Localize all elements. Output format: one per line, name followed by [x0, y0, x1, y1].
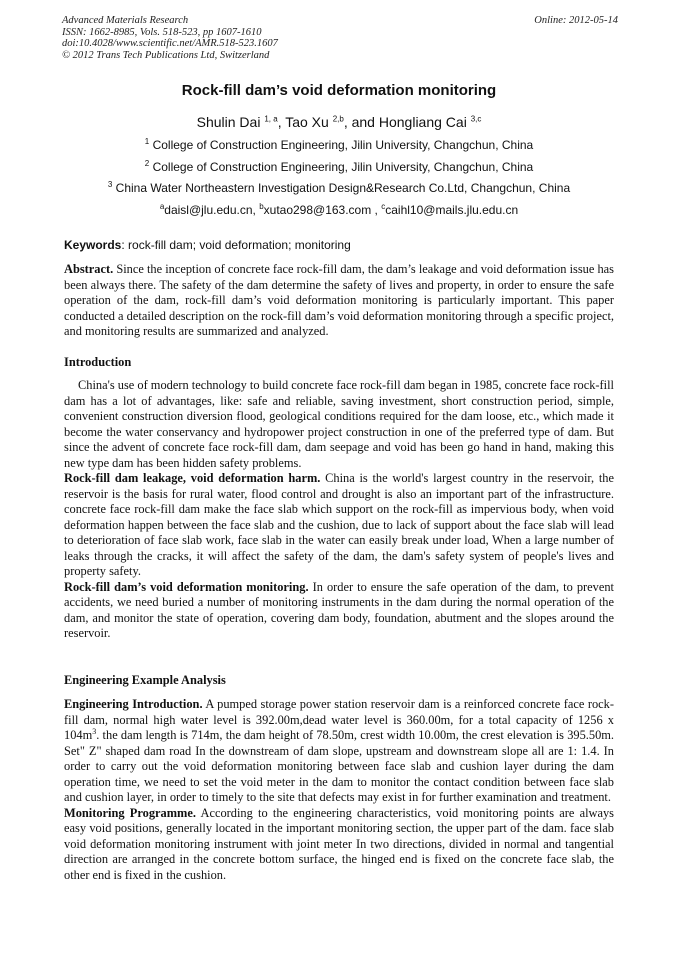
affiliation-text: College of Construction Engineering, Jilin University, Changchun, China — [152, 160, 534, 174]
paragraph-label: Rock-fill dam’s void deformation monitoring. — [64, 579, 309, 594]
keywords-label: Keywords — [64, 238, 122, 252]
introduction-heading: Introduction — [64, 355, 132, 369]
example-paragraph-2 — [64, 806, 614, 884]
paragraph-text: . the dam length is 714m, the dam height of 78.50m, crest width 10.00m, the crest elevation is 395.50m. Set" Z" shaped dam road In the downstream of dam slope, upstream and downstream slope all are 1: 1.4. In order to carry out the void deformation monitoring between face slab and cushion layer during the dam operation time, we need to set the void meter in the dam to monitor the contact condition between face slab and cushion layer, in order to timely to the site that defects may exist in for further examination and treatment. — [64, 728, 614, 804]
affiliation-1 — [0, 138, 678, 152]
online-date: Online: 2012-05-14 — [534, 15, 618, 26]
affiliation-3 — [0, 181, 678, 195]
abstract-label: Abstract. — [64, 262, 114, 276]
author-superscript: 1, a — [264, 114, 278, 124]
author-line — [0, 114, 678, 130]
author-name: Tao Xu — [285, 114, 329, 130]
email-link[interactable]: caihl10@mails.jlu.edu.cn — [385, 203, 519, 217]
affiliation-superscript: 1 — [144, 137, 150, 146]
paragraph-text: China is the world's largest country in the reservoir, the reservoir is the basis for rural water, flood control and drought is also an important part of the infrastructure. concrete face rock-fill dam make the face slab which support on the rock-fill as impervious body, when void deformation happen between the face slab and the cushion, due to lack of support about the face slab will lead to deterioration of face slab work, face slab in the water can easily break under load, When a large number of leaks through the cracks, it will affect the safety of the dam, the dam's safety system of people's lives and property safety. — [64, 471, 615, 578]
author-superscript: 2,b — [332, 114, 344, 124]
author-name: Shulin Dai — [196, 114, 261, 130]
journal-header — [62, 15, 618, 61]
email-superscript: c — [381, 202, 386, 211]
example-heading: Engineering Example Analysis — [64, 673, 226, 687]
introduction-body — [64, 378, 614, 642]
intro-paragraph-2 — [64, 471, 614, 580]
email-line — [0, 203, 678, 217]
affiliation-text: College of Construction Engineering, Jilin University, Changchun, China — [152, 138, 534, 152]
paragraph-label: Rock-fill dam leakage, void deformation harm. — [64, 471, 321, 485]
abstract-text: Since the inception of concrete face rock-fill dam, the dam’s leakage and void deformation issue has been always there. The safety of the dam determine the safety of lives and property, in order to ensure the safe operation of the dam, rock-fill dam’s void deformation monitoring is particularly important. This paper conducted a detailed description on the rock-fill dam’s void deformation monitoring through a specific project, and monitoring results are summarized and analyzed. — [64, 262, 614, 338]
affiliation-text: China Water Northeastern Investigation Design&Research Co.Ltd, Changchun, China — [115, 181, 571, 195]
email-superscript: a — [159, 202, 165, 211]
email-superscript: b — [259, 202, 264, 211]
keywords-text: : rock-fill dam; void deformation; monitoring — [121, 238, 351, 252]
abstract-block — [64, 262, 614, 340]
intro-paragraph-3 — [64, 580, 614, 642]
affiliation-superscript: 2 — [144, 159, 150, 168]
issn-line: ISSN: 1662-8985, Vols. 518-523, pp 1607-1610 — [62, 26, 262, 38]
keywords-line — [64, 238, 351, 252]
example-paragraph-1 — [64, 697, 614, 806]
affiliation-2 — [0, 160, 678, 174]
email-link[interactable]: daisl@jlu.edu.cn, — [164, 203, 260, 217]
paragraph-label: Engineering Introduction. — [64, 697, 203, 711]
email-link[interactable]: xutao298@163.com , — [263, 203, 382, 217]
author-separator: , and — [343, 114, 379, 130]
paragraph-text: A pumped storage power station reservoir dam is a reinforced concrete face rock-fill dam, normal high water level is 392.00m,dead water level is 360.00m, for a total capacity of 1256 x 104m — [64, 697, 614, 742]
example-body — [64, 697, 614, 883]
intro-paragraph-1: China's use of modern technology to build concrete face rock-fill dam began in 1985, concrete face rock-fill dam has a lot of advantages, like: safe and reliable, saving investment, short construction period, simple, convenient construction diversion flood, geological conditions required for the dam loose, etc., which made it become the water conservancy and hydropower project construction in one of the preferred type of dam. But since the advent of concrete face rock-fill dam, dam seepage and void has been go hand in hand, making this new type dam has been hidden safety problems. — [64, 378, 614, 470]
unit-superscript: 3 — [92, 726, 97, 736]
paragraph-text: In order to ensure the safe operation of the dam, to prevent accidents, we need buried a number of monitoring instruments in the dam during the normal operation of the dam, and monitor the state of operation, covering dam body, foundation, abutment and the slopes around the reservoir. — [64, 579, 614, 640]
journal-name: Advanced Materials Research — [62, 15, 189, 26]
author-superscript: 3,c — [470, 114, 482, 124]
doi-line: doi:10.4028/www.scientific.net/AMR.518-523.1607 — [62, 38, 278, 49]
paragraph-text: According to the engineering characteristics, void monitoring points are always easy void positions, generally located in the important monitoring section, the upper part of the dam. face slab void deformation monitoring instrument with joint meter In two directions, divided in normal and tangential direction are arranged in the concrete bottom surface, the hinged end is fixed on the concrete face slab, the other end is fixed in the cushion. — [64, 805, 615, 882]
copyright-line: © 2012 Trans Tech Publications Ltd, Switzerland — [62, 49, 270, 61]
author-separator: , — [277, 114, 286, 130]
author-name: Hongliang Cai — [378, 114, 467, 130]
paper-title: Rock-fill dam’s void deformation monitoring — [181, 82, 497, 99]
paragraph-label: Monitoring Programme. — [64, 805, 196, 820]
affiliation-superscript: 3 — [107, 180, 113, 189]
